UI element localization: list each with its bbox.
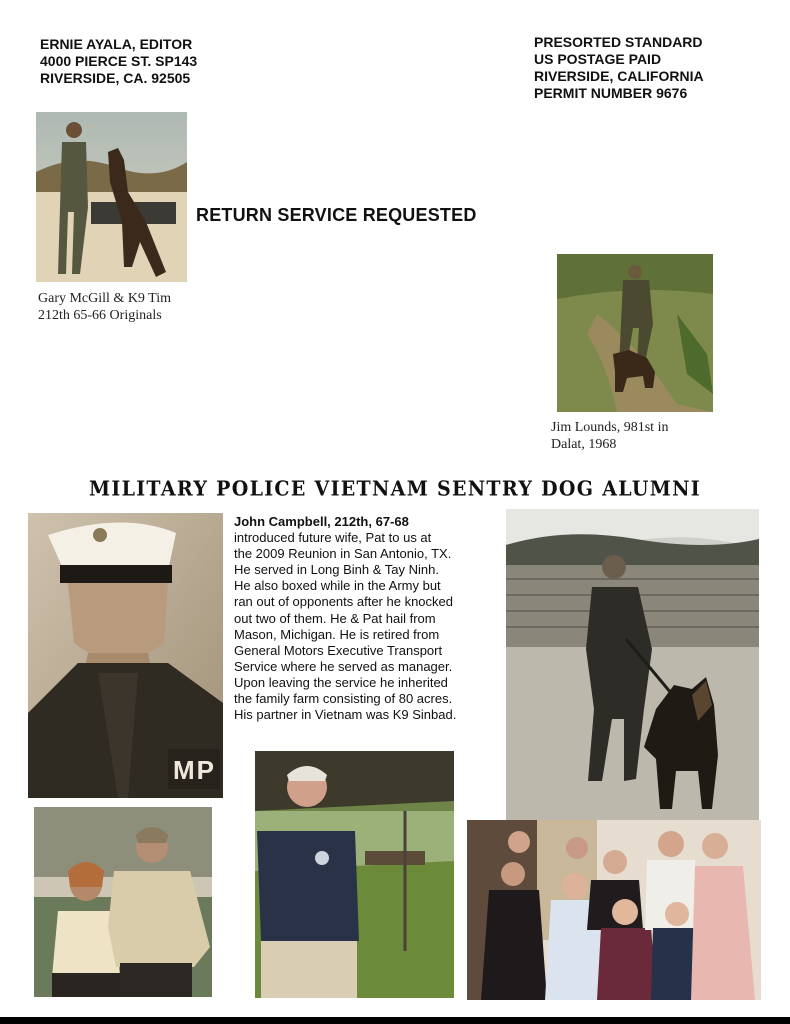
bio-john-campbell	[234, 514, 504, 723]
photo-lounds-dalat	[557, 254, 713, 412]
caption-line: Dalat, 1968	[551, 437, 617, 452]
return-address-line: 4000 PIERCE ST. SP143	[40, 53, 198, 69]
photo-campbell-mp-portrait	[28, 513, 223, 798]
bio-line: the family farm consisting of 80 acres.	[234, 691, 453, 707]
caption-line: Gary McGill & K9 Tim	[38, 291, 172, 306]
photo-campbell-reunion-tent	[255, 751, 454, 998]
bio-line: introduced future wife, Pat to us at	[234, 530, 432, 546]
return-address-line: ERNIE AYALA, EDITOR	[40, 36, 193, 52]
page-bottom-bar	[0, 1017, 790, 1024]
photo-mcgill-k9-tim	[36, 112, 187, 282]
mp-armband-label: MP	[173, 755, 216, 785]
bio-line: out two of them. He & Pat hail from	[234, 610, 436, 626]
postage-line: PERMIT NUMBER 9676	[534, 85, 688, 101]
return-address-line: RIVERSIDE, CA. 92505	[40, 70, 191, 86]
postage-line: PRESORTED STANDARD	[534, 34, 703, 50]
return-service-requested: RETURN SERVICE REQUESTED	[196, 205, 477, 225]
bio-line: General Motors Executive Transport	[234, 642, 443, 658]
bio-line: His partner in Vietnam was K9 Sinbad.	[234, 707, 457, 723]
caption-line: Jim Lounds, 981st in	[551, 420, 669, 435]
bio-line: ran out of opponents after he knocked	[234, 594, 453, 610]
bio-line: the 2009 Reunion in San Antonio, TX.	[234, 546, 452, 562]
photo-john-and-pat	[34, 807, 212, 997]
caption-lounds	[551, 419, 668, 453]
postage-line: US POSTAGE PAID	[534, 51, 662, 67]
photo-campbell-family	[467, 820, 761, 1000]
bio-line: Service where he served as manager.	[234, 658, 453, 674]
return-address	[40, 36, 197, 87]
bio-line: He also boxed while in the Army but	[234, 578, 441, 594]
bio-line: Mason, Michigan. He is retired from	[234, 626, 440, 642]
postage-line: RIVERSIDE, CALIFORNIA	[534, 68, 704, 84]
bio-line: Upon leaving the service he inherited	[234, 674, 448, 690]
bio-line: He served in Long Binh & Tay Ninh.	[234, 562, 439, 578]
headline-mp-vietnam-sentry-dog-alumni: MILITARY POLICE VIETNAM SENTRY DOG ALUMNI	[89, 476, 701, 502]
photo-campbell-with-sinbad	[506, 509, 759, 821]
caption-mcgill	[38, 290, 171, 324]
postage-indicia	[534, 34, 704, 102]
bio-name: John Campbell, 212th, 67-68	[234, 514, 409, 529]
caption-line: 212th 65-66 Originals	[38, 308, 162, 323]
